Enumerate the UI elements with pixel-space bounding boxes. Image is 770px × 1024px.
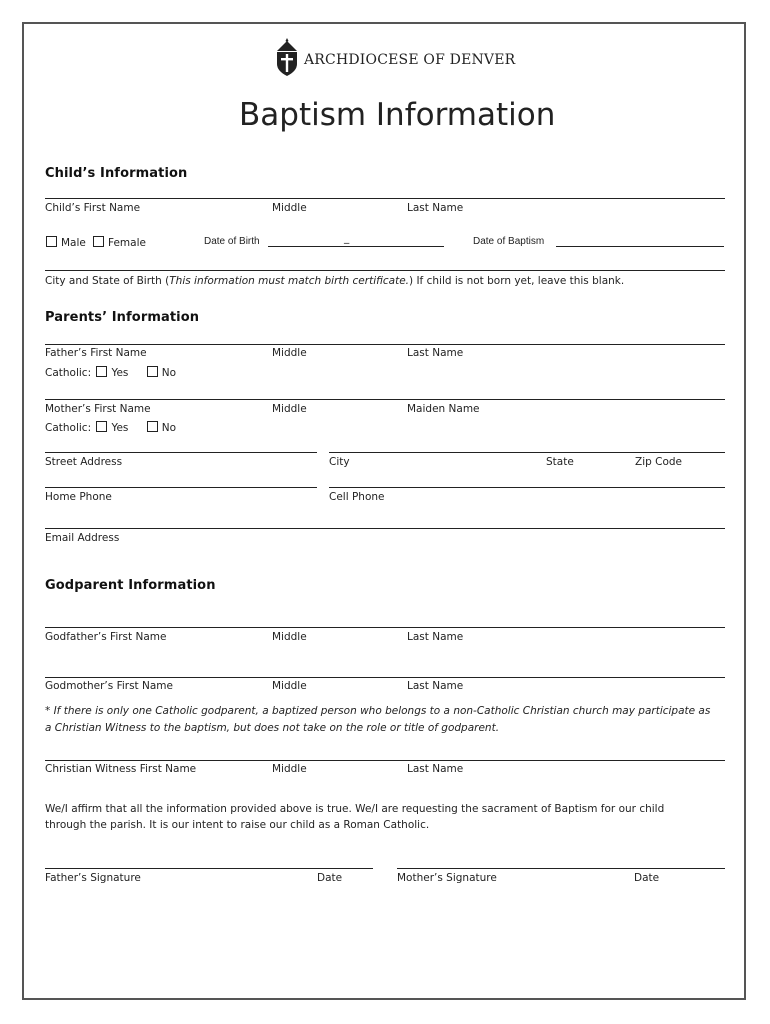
witness-last-name-label: Last Name: [407, 763, 464, 775]
home-phone-line[interactable]: [45, 487, 317, 488]
mother-catholic-row: [45, 421, 176, 434]
male-option[interactable]: [46, 236, 86, 249]
mother-date-label: Date: [634, 872, 660, 884]
section-title-child: Child’s Information: [45, 166, 188, 181]
state-label: State: [546, 456, 574, 468]
birthplace-prefix: City and State of Birth (: [45, 275, 170, 287]
mother-middle-label: Middle: [272, 403, 307, 415]
godmother-last-name-label: Last Name: [407, 680, 464, 692]
female-checkbox[interactable]: [93, 236, 104, 247]
father-signature-line[interactable]: [45, 868, 373, 869]
father-catholic-label: Catholic:: [45, 367, 92, 379]
section-title-godparents: Godparent Information: [45, 578, 216, 593]
male-label: Male: [61, 237, 86, 249]
godparent-note: * If there is only one Catholic godparent, a baptized person who belongs to a non-Catholic Christian church may participate as a Christian Witness to the baptism, but does not take on the role or title of godparent.: [45, 705, 711, 734]
city-label: City: [329, 456, 350, 468]
mother-name-line[interactable]: [45, 399, 725, 400]
baptism-date-label: Date of Baptism: [473, 236, 545, 247]
male-checkbox[interactable]: [46, 236, 57, 247]
father-date-label: Date: [317, 872, 343, 884]
godmother-middle-label: Middle: [272, 680, 307, 692]
zip-label: Zip Code: [635, 456, 682, 468]
godfather-middle-label: Middle: [272, 631, 307, 643]
father-name-line[interactable]: [45, 344, 725, 345]
mother-maiden-name-label: Maiden Name: [407, 403, 480, 415]
child-last-name-label: Last Name: [407, 202, 464, 214]
archdiocese-crest-icon: [274, 37, 300, 77]
child-name-line[interactable]: [45, 198, 725, 199]
female-label: Female: [108, 237, 146, 249]
father-first-name-label: Father’s First Name: [45, 347, 147, 359]
child-middle-label: Middle: [272, 202, 307, 214]
godfather-last-name-label: Last Name: [407, 631, 464, 643]
birthplace-label: [45, 275, 624, 287]
father-signature-label: Father’s Signature: [45, 872, 141, 884]
baptism-date-line[interactable]: [556, 246, 724, 247]
birthplace-note: This information must match birth certificate.: [169, 275, 410, 287]
godfather-first-name-label: Godfather’s First Name: [45, 631, 167, 643]
email-label: Email Address: [45, 532, 120, 544]
birthplace-line[interactable]: [45, 270, 725, 271]
cell-phone-line[interactable]: [329, 487, 725, 488]
witness-middle-label: Middle: [272, 763, 307, 775]
home-phone-label: Home Phone: [45, 491, 112, 503]
father-no-label: No: [161, 367, 177, 379]
father-last-name-label: Last Name: [407, 347, 464, 359]
female-option[interactable]: [93, 236, 146, 249]
section-title-parents: Parents’ Information: [45, 310, 200, 325]
mother-yes-label: Yes: [111, 422, 129, 434]
org-name: ARCHDIOCESE OF DENVER: [304, 52, 516, 68]
child-first-name-label: Child’s First Name: [45, 202, 141, 214]
email-line[interactable]: [45, 528, 725, 529]
mother-catholic-no-checkbox[interactable]: [147, 421, 158, 432]
mother-signature-line[interactable]: [397, 868, 725, 869]
street-label: Street Address: [45, 456, 123, 468]
logo: [274, 37, 300, 81]
witness-first-name-label: Christian Witness First Name: [45, 763, 197, 775]
affirmation-text: We/I affirm that all the information provided above is true. We/I are requesting the sacrament of Baptism for our child through the parish. It is our intent to raise our child as a Roman Catholic.: [45, 803, 665, 831]
dob-separator: _: [344, 232, 350, 244]
dob-line[interactable]: [268, 246, 444, 247]
page-title: Baptism Information: [239, 97, 556, 133]
father-catholic-yes-checkbox[interactable]: [96, 366, 107, 377]
mother-catholic-label: Catholic:: [45, 422, 92, 434]
mother-catholic-yes-checkbox[interactable]: [96, 421, 107, 432]
mother-first-name-label: Mother’s First Name: [45, 403, 151, 415]
street-line[interactable]: [45, 452, 317, 453]
mother-signature-label: Mother’s Signature: [397, 872, 497, 884]
birthplace-suffix: ) If child is not born yet, leave this blank.: [409, 275, 625, 287]
dob-label: Date of Birth: [204, 236, 260, 247]
cell-phone-label: Cell Phone: [329, 491, 385, 503]
witness-name-line[interactable]: [45, 760, 725, 761]
father-middle-label: Middle: [272, 347, 307, 359]
mother-no-label: No: [161, 422, 177, 434]
father-yes-label: Yes: [111, 367, 129, 379]
godfather-name-line[interactable]: [45, 627, 725, 628]
father-catholic-no-checkbox[interactable]: [147, 366, 158, 377]
godmother-first-name-label: Godmother’s First Name: [45, 680, 173, 692]
father-catholic-row: [45, 366, 176, 379]
godmother-name-line[interactable]: [45, 677, 725, 678]
city-state-zip-line[interactable]: [329, 452, 725, 453]
